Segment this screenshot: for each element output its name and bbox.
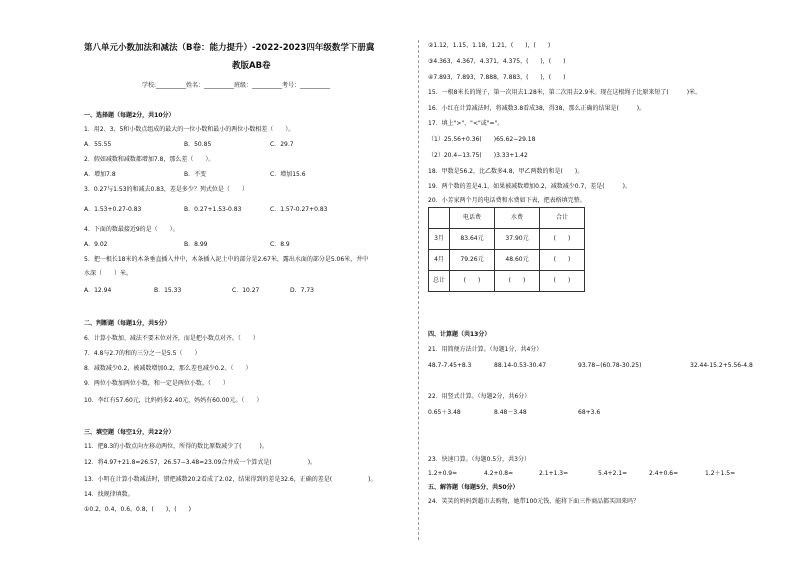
column-divider (418, 40, 419, 540)
table-header-row (429, 208, 585, 229)
q1-option-b: B．50.85 (184, 141, 212, 148)
table-header-cell: 电话费 (450, 208, 495, 229)
q3-option-c: C．1.57-0.27+0.83 (270, 206, 328, 213)
q5-option-c: C．10.27 (232, 287, 260, 294)
q4-option-b: B．8.99 (184, 241, 208, 248)
q2-option-c: C．增加15.6 (270, 171, 306, 178)
table-row (429, 271, 585, 292)
q23-item: 1.2+0.9= (428, 470, 458, 477)
q5-option-a: A．12.94 (84, 287, 112, 294)
table-cell: 83.64元 (450, 229, 495, 250)
question-14-4: ④7.893，7.893，7.888，7.883，( )，( ) (428, 74, 566, 81)
question-17-1: （1）25.56+0.36( )65.62−29.18 (428, 136, 536, 143)
table-cell: ( ) (450, 271, 495, 292)
question-9: 9．两位小数加两位小数，和一定是两位小数。（ ） (84, 380, 229, 387)
q3-option-a: A．1.53+0.27-0.83 (84, 206, 142, 213)
page-title-line2: 教版AB卷 (232, 61, 271, 71)
section-judge-title: 二、判断题（每题1分，共5分） (84, 320, 171, 327)
table-cell: 总计 (429, 271, 450, 292)
section-solve-title: 五、解答题（每题5分，共50分） (428, 484, 519, 491)
q21-item: 88.14-0.53-30.47 (494, 362, 547, 369)
question-11: 11．把8.3的小数点向左移动两位，所得的数比原数减少了( )。 (84, 443, 268, 450)
q23-item: 5.4+2.1= (598, 470, 628, 477)
question-13: 13．小明在计算小数减法时，错把减数20.2看成了2.02，结果得到的差是32.6，正确的差是( )。 (84, 476, 377, 483)
question-22: 22．用竖式计算。（每题2分，共6分） (428, 393, 531, 400)
q23-item: 2.1+1.3= (539, 470, 569, 477)
question-17-2: （2）20.4−13.75( )3.33+1.42 (428, 152, 528, 159)
question-19: 19．两个数的差是4.1，如果被减数增加0.2，减数减少0.7，差是( )。 (428, 183, 631, 190)
q23-item: 2.4+0.6= (649, 470, 679, 477)
q5-option-b: B．15.33 (154, 287, 182, 294)
question-5-line2: 水深（ ）米。 (84, 270, 133, 277)
question-12: 12．将4.97+21.8=26.57，26.57−3.48=23.09合并成一个算式是( )。 (84, 459, 317, 466)
question-10: 10．李红有57.60元，比妈妈多2.40元，妈妈有60.00元。（ ） (84, 397, 263, 404)
q23-item: 4.2+0.8= (484, 470, 514, 477)
table-header-cell: 水费 (495, 208, 540, 229)
table-row (429, 229, 585, 250)
question-14-2: ②1.12，1.15，1.18，1.21，( )，( ) (428, 42, 551, 49)
q21-item: 93.78−(60.78-30.25) (578, 362, 642, 369)
q4-option-c: C．8.9 (270, 241, 290, 248)
q23-item: 1.2＋1.5= (705, 470, 736, 477)
page-title-line1: 第八单元小数加法和减法（B卷：能力提升）-2022-2023四年级数学下册冀 (84, 43, 375, 53)
question-8: 8．减数减少0.2，被减数增加0.2，那么差也减少0.2。（ ） (84, 365, 252, 372)
q5-option-d: D．7.73 (290, 287, 314, 294)
table-cell: 79.26元 (450, 250, 495, 271)
question-14-3: ③4.363，4.367，4.371，4.375，( )，( ) (428, 58, 566, 65)
table-header-cell: 合计 (540, 208, 585, 229)
section-fill-title: 三、填空题（每空1分，共22分） (84, 429, 175, 436)
question-1: 1．用2、3、5和小数点组成的最大的一位小数和最小的两位小数相差（ ）。 (84, 126, 295, 133)
question-4: 4．下面的数最接近9的是（ ）。 (84, 226, 179, 233)
table-cell: 4月 (429, 250, 450, 271)
q1-option-a: A．55.55 (84, 141, 112, 148)
question-14: 14．找规律填数。 (84, 491, 134, 498)
question-18: 18．甲数是56.2，比乙数多4.8，甲乙两数的和是( )。 (428, 168, 584, 175)
question-2: 2．假如减数和减数都增加7.8，那么差（ ）。 (84, 156, 215, 163)
question-23: 23．快速口算。（每题0.5分，共3分） (428, 456, 530, 463)
table-cell: 3月 (429, 229, 450, 250)
table-cell: 48.60元 (495, 250, 540, 271)
question-21: 21．用简便方法计算。（每题1分，共4分） (428, 346, 543, 353)
student-info-line: 学校:__________姓名：__________班级：__________考号：__________ (142, 82, 331, 89)
q21-item: 48.7-7.45+8.3 (428, 362, 472, 369)
question-15: 15．一根8米长的绳子，第一次用去1.28米，第二次用去2.9米。现在这根绳子比原来短了( )米。 (428, 89, 702, 96)
q2-option-a: A．增加7.8 (84, 171, 116, 178)
question-6: 6．计算小数加、减法不要末位对齐，而是把小数点对齐。（ ） (84, 335, 259, 342)
question-14-1: ①0.2，0.4，0.6，0.8，( )，( ) (84, 506, 191, 513)
question-7: 7．4.8与2.7的和的三分之一是5.5（ ） (84, 350, 201, 357)
table-row (429, 250, 585, 271)
q2-option-b: B．不变 (184, 171, 207, 178)
question-3: 3．0.27与1.53的和减去0.83，差是多少？列式位是（ ） (84, 186, 248, 193)
section-choice-title: 一、选择题（每题2分，共10分） (84, 112, 175, 119)
q22-item: 68+3.6 (578, 409, 601, 416)
table-cell: ( ) (540, 250, 585, 271)
q4-option-a: A．9.02 (84, 241, 108, 248)
question-5-line1: 5．把一根长18米的木条垂直插入井中，木条插入泥土中的部分是2.67米，露出水面的部分是5.06米，井中 (84, 256, 369, 263)
question-24: 24．笑笑的妈妈到超市去购物，她带100元钱，能将下面三件商品都买回来吗？ (428, 498, 640, 505)
question-20: 20．小芳家两个月的电话费和水费如下表，把表格填完整。 (428, 197, 586, 204)
bill-table (428, 207, 585, 292)
table-cell: ( ) (495, 271, 540, 292)
table-header-cell (429, 208, 450, 229)
q3-option-b: B．0.27+1.53-0.83 (184, 206, 242, 213)
q1-option-c: C．29.7 (270, 141, 294, 148)
q22-item: 0.65＋3.48 (428, 409, 461, 416)
section-calc-title: 四、计算题（共13分） (428, 331, 491, 338)
table-cell: ( ) (540, 229, 585, 250)
q21-item: 32.44-15.2+5.56-4.8 (690, 362, 753, 369)
question-16: 16．小红在计算减法时，将减数3.8看成38，得38，那么正确的结果是( )。 (428, 105, 646, 112)
table-cell: ( ) (540, 271, 585, 292)
q22-item: 8.48－3.48 (494, 409, 527, 416)
table-cell: 37.90元 (495, 229, 540, 250)
question-17: 17．填上">"、"<"或"="。 (428, 120, 504, 127)
